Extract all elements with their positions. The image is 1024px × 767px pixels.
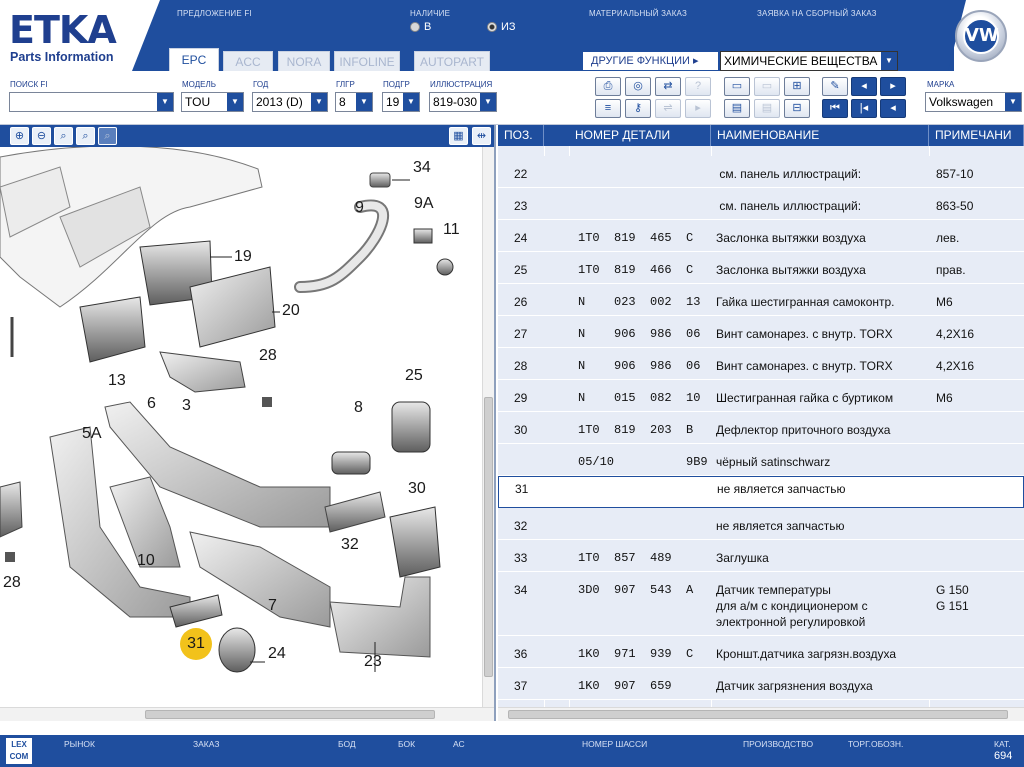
availability-option-from[interactable] xyxy=(487,21,516,33)
footer-bok-label: БОК xyxy=(398,739,416,749)
chevron-down-icon: ▼ xyxy=(227,93,243,111)
col-part-number[interactable]: НОМЕР ДЕТАЛИ xyxy=(569,125,711,146)
row-name: Кроншт.датчика загрязн.воздуха xyxy=(716,647,897,661)
row-name: чёрный satinschwarz xyxy=(716,455,831,469)
table-row[interactable] xyxy=(498,540,1024,572)
parts-table-body xyxy=(498,146,1024,707)
availability-option-in-label: В xyxy=(424,21,432,33)
callout-34[interactable]: 34 xyxy=(413,159,431,176)
row-name: Заслонка вытяжки воздуха xyxy=(716,263,866,277)
forward-icon[interactable]: ▸ xyxy=(685,99,711,118)
subgroup-label: ПОДГР xyxy=(383,80,410,89)
callout-31-highlighted[interactable]: 31 xyxy=(180,628,212,660)
help-icon[interactable]: ? xyxy=(685,77,711,96)
row-name: не является запчастью xyxy=(717,482,846,496)
parts-drawing xyxy=(0,147,482,707)
row-part-number: 3D0 907 543 A xyxy=(578,583,694,597)
callout-24[interactable]: 24 xyxy=(268,645,286,662)
group-label: ГЛГР xyxy=(336,80,355,89)
row-pos: 28 xyxy=(514,359,528,373)
row-part-number: 1T0 819 203 B xyxy=(578,423,694,437)
row-name: Заглушка xyxy=(716,551,769,565)
row-name: не является запчастью xyxy=(716,519,845,533)
parts-table-pane xyxy=(498,125,1024,721)
callout-7[interactable]: 7 xyxy=(268,597,277,614)
callout-28[interactable]: 28 xyxy=(259,347,277,364)
status-footer xyxy=(0,735,1024,767)
footer-catalog-value: 694 xyxy=(994,750,1013,762)
subgroup-value: 19 xyxy=(386,95,400,109)
model-select[interactable] xyxy=(181,92,244,112)
row-name: см. панель иллюстраций: xyxy=(716,199,862,213)
callout-5a[interactable]: 5A xyxy=(82,425,102,442)
table-row[interactable] xyxy=(498,572,1024,636)
table-row[interactable] xyxy=(498,348,1024,380)
next-icon[interactable]: ▸ xyxy=(880,77,906,96)
row-part-number: 1T0 819 466 C xyxy=(578,263,694,277)
row-pos: 30 xyxy=(514,423,528,437)
radio-selected-icon xyxy=(487,22,497,32)
availability-option-from-label: ИЗ xyxy=(501,21,516,33)
row-name: Винт самонарез. с внутр. TORX xyxy=(716,359,893,373)
illustration-pane xyxy=(0,125,496,721)
zoom-area-icon[interactable]: ⌕ xyxy=(54,127,73,145)
illustration-vertical-scrollbar[interactable] xyxy=(482,147,494,707)
col-note[interactable]: ПРИМЕЧАНИ xyxy=(929,125,1024,146)
make-select[interactable] xyxy=(925,92,1022,112)
lexcom-logo: LEX COM xyxy=(6,738,32,764)
table-row[interactable] xyxy=(498,220,1024,252)
row-pos: 22 xyxy=(514,167,528,181)
callout-8[interactable]: 8 xyxy=(354,399,363,416)
zoom-reset-icon[interactable]: ⌕ xyxy=(98,127,117,145)
year-select[interactable] xyxy=(252,92,328,112)
vw-logo-mark: VW xyxy=(963,18,999,54)
row-name: Дефлектор приточного воздуха xyxy=(716,423,891,437)
chevron-down-icon: ▼ xyxy=(157,93,173,111)
row-name: Заслонка вытяжки воздуха xyxy=(716,231,866,245)
tab-autopart[interactable]: AUTOPART xyxy=(414,51,490,71)
callout-23[interactable]: 23 xyxy=(364,653,382,670)
zoom-fit-icon[interactable]: ⌕ xyxy=(76,127,95,145)
row-pos: 31 xyxy=(515,482,529,496)
row-note: 4,2X16 xyxy=(936,359,975,373)
footer-order-label: ЗАКАЗ xyxy=(193,739,220,749)
row-name: Датчик загрязнения воздуха xyxy=(716,679,873,693)
offer-label: ПРЕДЛОЖЕНИЕ FI xyxy=(177,9,252,18)
tab-infoline[interactable]: INFOLINE xyxy=(334,51,400,71)
brand-subtitle: Parts Information xyxy=(10,50,114,64)
filter-toolbar xyxy=(0,75,1024,125)
footer-market-label: РЫНОК xyxy=(64,739,95,749)
table-row[interactable] xyxy=(498,380,1024,412)
row-pos: 32 xyxy=(514,519,528,533)
print-icon[interactable]: ⎙ xyxy=(595,77,621,96)
callout-30[interactable]: 30 xyxy=(408,480,426,497)
tab-nora[interactable]: NORA xyxy=(278,51,330,71)
vehicle-icon[interactable]: ⇄ xyxy=(655,77,681,96)
chevron-down-icon: ▼ xyxy=(1005,93,1021,111)
row-pos: 24 xyxy=(514,231,528,245)
radio-icon xyxy=(410,22,420,32)
row-name: см. панель иллюстраций: xyxy=(716,167,862,181)
row-name: Шестигранная гайка с буртиком xyxy=(716,391,894,405)
callout-9a[interactable]: 9A xyxy=(414,195,434,212)
row-name: Гайка шестигранная самоконтр. xyxy=(716,295,895,309)
other-functions-select[interactable] xyxy=(720,51,898,71)
callout-10[interactable]: 10 xyxy=(137,552,155,569)
table-row[interactable] xyxy=(498,316,1024,348)
tab-acc[interactable]: ACC xyxy=(223,51,273,71)
chevron-down-icon: ▼ xyxy=(311,93,327,111)
make-value: Volkswagen xyxy=(929,95,994,109)
disc-icon[interactable]: ◎ xyxy=(625,77,651,96)
prev-icon[interactable]: ◂ xyxy=(880,99,906,118)
group-select[interactable] xyxy=(335,92,373,112)
row-part-number: 05/10 9B9 xyxy=(578,455,708,469)
table-row[interactable] xyxy=(498,156,1024,188)
layout-icon[interactable]: ▦ xyxy=(449,127,468,145)
row-note: M6 xyxy=(936,391,953,405)
callout-32[interactable]: 32 xyxy=(341,536,359,553)
resize-icon[interactable]: ⇹ xyxy=(472,127,491,145)
row-part-number: 1T0 857 489 xyxy=(578,551,672,565)
brand-name: ETKA xyxy=(9,8,116,52)
callout-13[interactable]: 13 xyxy=(108,372,126,389)
row-pos: 23 xyxy=(514,199,528,213)
row-note: 863-50 xyxy=(936,199,974,213)
col-pos[interactable]: ПОЗ. xyxy=(498,125,544,146)
row-pos: 36 xyxy=(514,647,528,661)
row-name: Датчик температуры для а/м с кондиционером с электронной регулировкой xyxy=(716,583,868,629)
row-part-number: N 023 002 13 xyxy=(578,295,701,309)
parts-illustration[interactable] xyxy=(0,147,482,707)
cart-list-icon[interactable]: ⊟ xyxy=(784,99,810,118)
footer-chassis-label: НОМЕР ШАССИ xyxy=(582,739,648,749)
chevron-down-icon: ▼ xyxy=(403,93,419,111)
search-label: ПОИСК FI xyxy=(10,80,48,89)
other-functions-value: ХИМИЧЕСКИЕ ВЕЩЕСТВА xyxy=(724,54,878,68)
zoom-toolbar xyxy=(0,125,494,147)
table-row[interactable] xyxy=(498,668,1024,700)
chevron-down-icon: ▼ xyxy=(480,93,496,111)
col-name[interactable]: НАИМЕНОВАНИЕ xyxy=(711,125,929,146)
row-part-number: 1T0 819 465 C xyxy=(578,231,694,245)
search-input[interactable] xyxy=(9,92,174,112)
table-row[interactable] xyxy=(498,252,1024,284)
callout-19[interactable]: 19 xyxy=(234,248,252,265)
subgroup-select[interactable] xyxy=(382,92,420,112)
material-order-label[interactable]: МАТЕРИАЛЬНЫЙ ЗАКАЗ xyxy=(589,9,688,18)
row-name: Винт самонарез. с внутр. TORX xyxy=(716,327,893,341)
row-note: M6 xyxy=(936,295,953,309)
callout-6[interactable]: 6 xyxy=(147,395,156,412)
tab-epc[interactable]: EPC xyxy=(169,48,219,71)
elsa-icon[interactable]: ▭ xyxy=(724,77,750,96)
chevron-down-icon: ▼ xyxy=(881,52,897,70)
key-icon[interactable]: ⚷ xyxy=(625,99,651,118)
row-note: G 150 G 151 xyxy=(936,583,969,613)
assembly-order-label[interactable]: ЗАЯВКА НА СБОРНЫЙ ЗАКАЗ xyxy=(757,9,877,18)
row-part-number: 1K0 971 939 C xyxy=(578,647,694,661)
chevron-down-icon: ▼ xyxy=(356,93,372,111)
scroll-thumb[interactable] xyxy=(145,710,435,719)
app-header xyxy=(0,0,1024,75)
cart-icon[interactable]: ⊞ xyxy=(784,77,810,96)
other-functions-label: ДРУГИЕ ФУНКЦИИ ▸ xyxy=(583,52,718,70)
model-label: МОДЕЛЬ xyxy=(182,80,216,89)
table-row[interactable] xyxy=(498,412,1024,444)
callout-9[interactable]: 9 xyxy=(355,199,364,216)
illustration-value: 819-030 xyxy=(433,95,478,109)
group-value: 8 xyxy=(339,95,346,109)
row-pos: 34 xyxy=(514,583,528,597)
year-label: ГОД xyxy=(253,80,269,89)
row-pos: 26 xyxy=(514,295,528,309)
row-note: 857-10 xyxy=(936,167,974,181)
row-note: лев. xyxy=(936,231,960,245)
vw-logo-icon xyxy=(955,10,1007,62)
table-row[interactable] xyxy=(498,284,1024,316)
table-header xyxy=(498,125,1024,146)
cart-add-icon[interactable]: ▤ xyxy=(724,99,750,118)
row-note: прав. xyxy=(936,263,966,277)
row-pos: 29 xyxy=(514,391,528,405)
table-row[interactable] xyxy=(498,476,1024,508)
illustration-label: ИЛЛЮСТРАЦИЯ xyxy=(430,80,493,89)
footer-production-label: ПРОИЗВОДСТВО xyxy=(743,739,814,749)
model-value: TOU xyxy=(185,95,211,109)
row-pos: 25 xyxy=(514,263,528,277)
zoom-out-icon[interactable]: ⊖ xyxy=(32,127,51,145)
row-part-number: N 906 986 06 xyxy=(578,359,701,373)
zoom-in-icon[interactable]: ⊕ xyxy=(10,127,29,145)
swap-icon[interactable]: ⇌ xyxy=(655,99,681,118)
first-page-icon[interactable]: ⏮ xyxy=(822,99,848,118)
row-part-number: 1K0 907 659 xyxy=(578,679,672,693)
row-pos: 37 xyxy=(514,679,528,693)
footer-trade-label: ТОРГ.ОБОЗН. xyxy=(848,739,904,749)
service-icon[interactable]: ▭ xyxy=(754,77,780,96)
footer-bod-label: БОД xyxy=(338,739,356,749)
list-icon[interactable]: ≡ xyxy=(595,99,621,118)
table-row[interactable] xyxy=(498,508,1024,540)
callout-20[interactable]: 20 xyxy=(282,302,300,319)
row-pos: 33 xyxy=(514,551,528,565)
make-label: МАРКА xyxy=(927,80,955,89)
table-row[interactable] xyxy=(498,444,1024,476)
row-part-number: N 015 082 10 xyxy=(578,391,701,405)
scroll-thumb[interactable] xyxy=(508,710,1008,719)
row-pos: 27 xyxy=(514,327,528,341)
illustration-horizontal-scrollbar[interactable] xyxy=(0,707,494,721)
availability-option-in[interactable] xyxy=(410,21,431,33)
year-value: 2013 (D) xyxy=(256,95,303,109)
row-part-number: N 906 986 06 xyxy=(578,327,701,341)
footer-catalog-label: КАТ. xyxy=(994,739,1011,749)
row-note: 4,2X16 xyxy=(936,327,975,341)
availability-label: НАЛИЧИЕ xyxy=(410,9,451,18)
callout-28b[interactable]: 28 xyxy=(3,574,21,591)
pin-icon[interactable]: ✎ xyxy=(822,77,848,96)
callout-11[interactable]: 11 xyxy=(443,221,460,238)
illustration-select[interactable] xyxy=(429,92,497,112)
cart-remove-icon[interactable]: ▤ xyxy=(754,99,780,118)
callout-25[interactable]: 25 xyxy=(405,367,423,384)
table-horizontal-scrollbar[interactable] xyxy=(498,707,1024,721)
table-row[interactable] xyxy=(498,188,1024,220)
back-icon[interactable]: ◂ xyxy=(851,77,877,96)
table-row[interactable] xyxy=(498,636,1024,668)
scroll-thumb[interactable] xyxy=(484,397,493,677)
prev-page-icon[interactable]: |◂ xyxy=(851,99,877,118)
footer-ac-label: АС xyxy=(453,739,465,749)
callout-3[interactable]: 3 xyxy=(182,397,191,414)
